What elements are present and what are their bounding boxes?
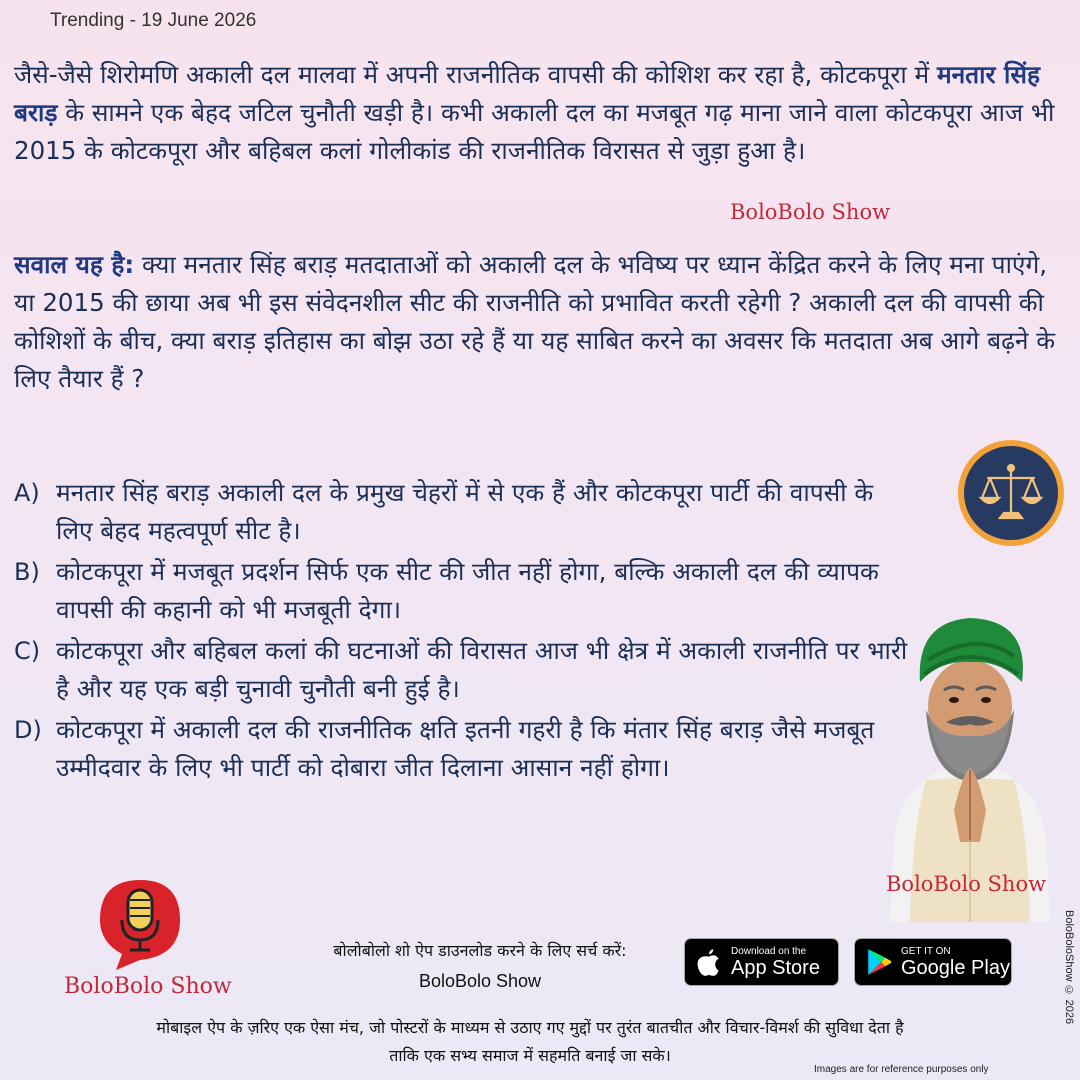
option-b[interactable] <box>14 553 914 629</box>
option-d[interactable] <box>14 711 914 787</box>
option-letter: B) <box>14 558 40 586</box>
question-label: सवाल यह है: <box>14 250 135 279</box>
download-instruction: बोलोबोलो शो ऐप डाउनलोड करने के लिए सर्च करें: <box>333 941 627 960</box>
candidate-name-highlight: मनतार सिंह बराड़ <box>14 60 1040 127</box>
footer-line-1: मोबाइल ऐप के ज़रिए एक ऐसा मंच, जो पोस्टरों के माध्यम से उठाए गए मुद्दों पर तुरंत बातचीत और विचार-विमर्श की सुविधा देता है <box>156 1018 904 1037</box>
footer-text <box>20 1014 1040 1070</box>
option-text: कोटकपूरा में अकाली दल की राजनीतिक क्षति इतनी गहरी है कि मंतार सिंह बराड़ जैसे मजबूत उम्मीदवार के लिए भी पार्टी को दोबारा जीत दिलाना आसान नहीं होगा। <box>56 715 875 782</box>
option-c[interactable] <box>14 632 914 708</box>
option-letter: A) <box>14 479 40 507</box>
app-name: BoloBolo Show <box>418 971 542 991</box>
app-store-label: App Store <box>731 956 820 979</box>
logo-text: BoloBolo Show <box>64 974 232 999</box>
app-store-button[interactable] <box>684 938 839 986</box>
apple-icon <box>695 947 723 977</box>
disclaimer: Images are for reference purposes only <box>814 1064 989 1075</box>
intro-text-part2: के सामने एक बेहद जटिल चुनौती खड़ी है। कभी अकाली दल का मजबूत गढ़ माना जाने वाला कोटकपूरा आज भी 2015 के कोटकपूरा और बहिबल कलां गोलीकांड की राजनीतिक विरासत से जुड़ा हुआ है। <box>14 98 1055 165</box>
google-play-small-text: GET IT ON <box>901 945 951 957</box>
download-prompt <box>300 936 660 996</box>
option-letter: C) <box>14 637 41 665</box>
option-a[interactable] <box>14 474 914 550</box>
copyright-vertical: BoloBoloShow © 2026 <box>1063 910 1075 1025</box>
footer-line-2: ताकि एक सभ्य समाज में सहमति बनाई जा सके। <box>389 1046 671 1065</box>
question-paragraph <box>14 246 1074 398</box>
intro-paragraph <box>14 56 1064 170</box>
google-play-label: Google Play <box>901 956 1010 979</box>
app-store-small-text: Download on the <box>731 945 807 957</box>
option-letter: D) <box>14 716 42 744</box>
trending-date: Trending - 19 June 2026 <box>50 10 257 31</box>
microphone-icon <box>96 876 184 972</box>
google-play-button[interactable] <box>854 938 1012 986</box>
intro-text-part1: जैसे-जैसे शिरोमणि अकाली दल मालवा में अपनी राजनीतिक वापसी की कोशिश कर रहा है, कोटकपूरा में <box>14 60 937 89</box>
scales-icon <box>976 458 1046 528</box>
watermark-top: BoloBolo Show <box>730 200 891 224</box>
option-text: कोटकपूरा में मजबूत प्रदर्शन सिर्फ एक सीट की जीत नहीं होगा, बल्कि अकाली दल की व्यापक वापसी की कहानी को भी मजबूती देगा। <box>56 557 879 624</box>
option-text: मनतार सिंह बराड़ अकाली दल के प्रमुख चेहरों में से एक हैं और कोटकपूरा पार्टी की वापसी के लिए बेहद महत्वपूर्ण सीट है। <box>56 478 874 545</box>
google-play-icon <box>865 947 893 977</box>
option-text: कोटकपूरा और बहिबल कलां की घटनाओं की विरासत आज भी क्षेत्र में अकाली राजनीति पर भारी है और यह एक बड़ी चुनावी चुनौती बनी हुई है। <box>56 636 908 703</box>
options-list <box>14 474 914 790</box>
watermark-person: BoloBolo Show <box>886 872 1047 896</box>
question-text: क्या मनतार सिंह बराड़ मतदाताओं को अकाली दल के भविष्य पर ध्यान केंद्रित करने के लिए मना पाएंगे, या 2015 की छाया अब भी इस संवेदनशील सीट की राजनीति को प्रभावित करती रहेगी ? अकाली दल की वापसी की कोशिशों के बीच, क्या बराड़ इतिहास का बोझ उठा रहे हैं या यह साबित करने का अवसर कि मतदाता अब आगे बढ़ने के लिए तैयार हैं ? <box>14 250 1056 393</box>
scales-of-justice-badge <box>958 440 1064 546</box>
